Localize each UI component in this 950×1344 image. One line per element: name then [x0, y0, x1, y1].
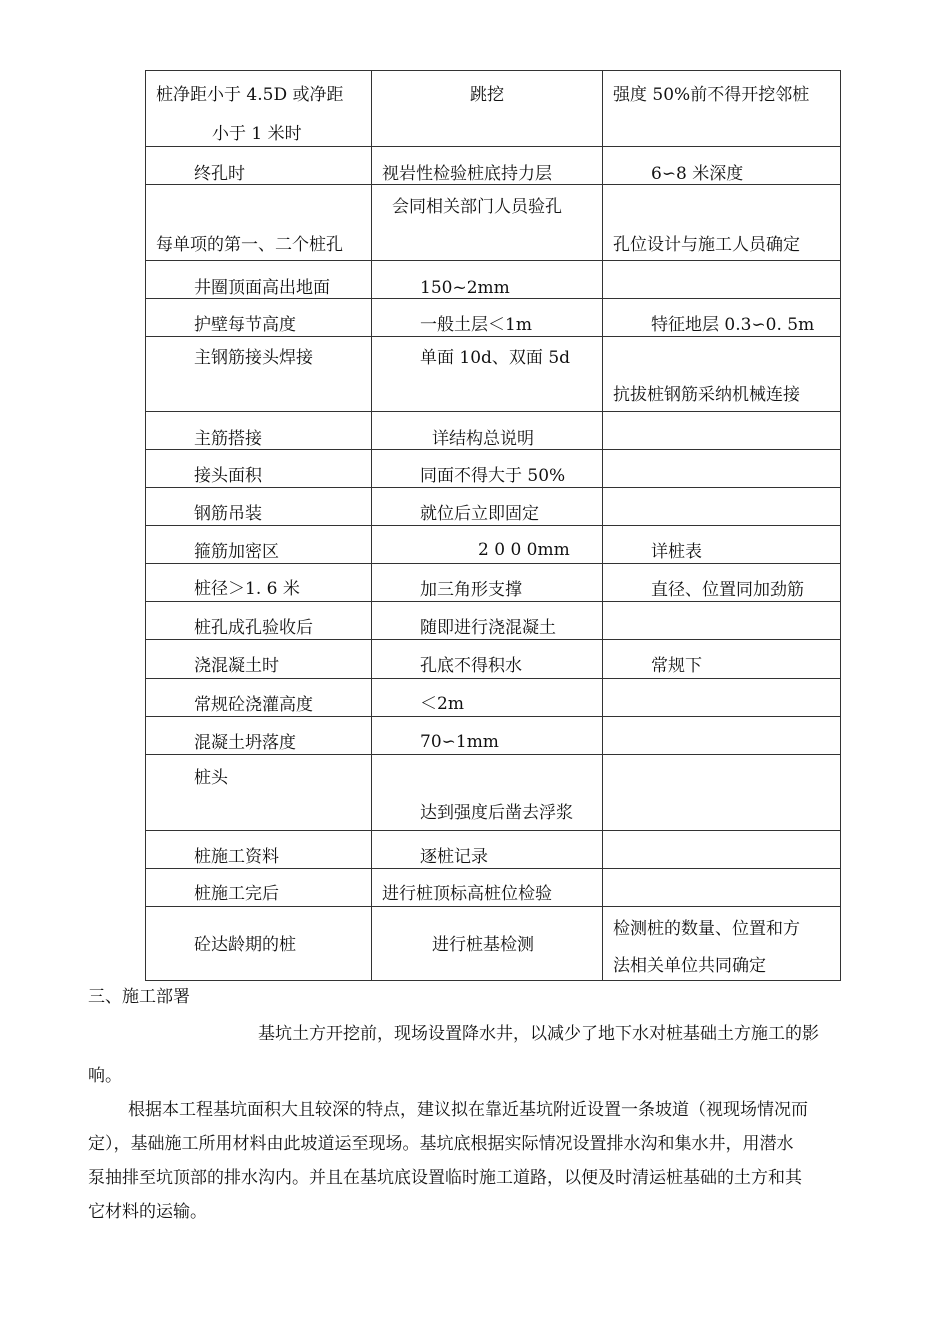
cell-text: 达到强度后凿去浮浆: [420, 803, 573, 823]
cell-text: 70∽1mm: [420, 732, 499, 752]
table-row: [146, 869, 841, 907]
table-cell: [372, 679, 603, 717]
table-cell: [603, 602, 841, 640]
table-cell: [146, 488, 372, 526]
table-cell: [146, 907, 372, 981]
table-cell: [146, 337, 372, 412]
cell-text: 特征地层 0.3∽0. 5m: [651, 315, 815, 335]
table-cell: [372, 526, 603, 564]
table-cell: [372, 412, 603, 450]
table-cell: [372, 488, 603, 526]
table-row: [146, 337, 841, 412]
cell-text: 同面不得大于 50%: [420, 466, 566, 486]
table-cell: [603, 831, 841, 869]
table-cell: [146, 869, 372, 907]
cell-text: 法相关单位共同确定: [613, 956, 766, 976]
paragraph-line: 定），基础施工所用材料由此坡道运至现场。基坑底根据实际情况设置排水沟和集水井，用潜水: [88, 1134, 794, 1154]
table-cell: [603, 717, 841, 755]
cell-text: 2 0 0 0mm: [478, 540, 570, 560]
table-cell: [603, 185, 841, 261]
table-cell: [603, 147, 841, 185]
table-row: [146, 412, 841, 450]
cell-text: 一般土层＜1m: [420, 315, 532, 335]
cell-text: 桩径＞1. 6 米: [194, 579, 300, 599]
cell-text: 主钢筋接头焊接: [194, 348, 313, 368]
cell-text: 就位后立即固定: [420, 504, 539, 524]
paragraph-line: 基坑土方开挖前，现场设置降水井，以减少了地下水对桩基础土方施工的影: [258, 1024, 819, 1044]
cell-text: 抗拔桩钢筋采纳机械连接: [613, 385, 800, 405]
cell-text: 桩净距小于 4.5D 或净距: [156, 85, 344, 105]
table-row: [146, 299, 841, 337]
cell-text: 视岩性检验桩底持力层: [382, 164, 552, 184]
table-cell: [146, 564, 372, 602]
table-cell: [372, 564, 603, 602]
table-cell: [146, 185, 372, 261]
table-cell: [146, 412, 372, 450]
cell-text: 单面 10d、双面 5d: [420, 348, 571, 368]
table-row: [146, 71, 841, 147]
table-cell: [372, 602, 603, 640]
cell-text: 每单项的第一、二个桩孔: [156, 235, 343, 255]
table-cell: [603, 755, 841, 831]
table-row: [146, 488, 841, 526]
cell-text: 桩孔成孔验收后: [194, 618, 313, 638]
table-cell: [603, 71, 841, 147]
cell-text: 150~2mm: [420, 278, 510, 298]
cell-text: 浇混凝土时: [194, 656, 279, 676]
paragraph-line: 泵抽排至坑顶部的排水沟内。并且在基坑底设置临时施工道路，以便及时清运桩基础的土方和其: [88, 1168, 802, 1188]
cell-text: ＜2m: [420, 694, 464, 714]
table-cell: [603, 640, 841, 679]
table-cell: [146, 71, 372, 147]
table-row: [146, 717, 841, 755]
table-cell: [146, 299, 372, 337]
pile-spec-table: [145, 70, 841, 981]
cell-text: 主筋搭接: [194, 429, 262, 449]
table-cell: [146, 450, 372, 488]
table-cell: [372, 831, 603, 869]
table-cell: [372, 147, 603, 185]
table-row: [146, 602, 841, 640]
table-cell: [146, 261, 372, 299]
table-cell: [146, 717, 372, 755]
cell-text: 直径、位置同加劲筋: [651, 580, 804, 600]
table-cell: [603, 261, 841, 299]
table-cell: [146, 602, 372, 640]
table-cell: [146, 147, 372, 185]
cell-text: 强度 50%前不得开挖邻桩: [613, 85, 810, 105]
table-row: [146, 564, 841, 602]
cell-text: 桩施工完后: [194, 884, 279, 904]
cell-text: 孔底不得积水: [420, 656, 522, 676]
cell-text: 箍筋加密区: [194, 542, 279, 562]
cell-text: 详结构总说明: [432, 429, 534, 449]
table-cell: [603, 299, 841, 337]
table-cell: [146, 526, 372, 564]
table-cell: [372, 717, 603, 755]
cell-text: 常规下: [651, 656, 702, 676]
cell-text: 进行桩顶标高桩位检验: [382, 884, 552, 904]
table-cell: [146, 679, 372, 717]
table-cell: [372, 907, 603, 981]
cell-text: 砼达龄期的桩: [194, 935, 296, 955]
cell-text: 井圈顶面高出地面: [194, 278, 330, 298]
cell-text: 常规砼浇灌高度: [194, 695, 313, 715]
cell-text: 孔位设计与施工人员确定: [613, 235, 800, 255]
cell-text: 护壁每节高度: [194, 315, 296, 335]
cell-text: 桩头: [194, 768, 228, 788]
cell-text: 终孔时: [194, 164, 245, 184]
cell-text: 会同相关部门人员验孔: [392, 197, 562, 217]
table-row: [146, 185, 841, 261]
table-cell: [603, 488, 841, 526]
table-row: [146, 755, 841, 831]
table-cell: [372, 261, 603, 299]
table-row: [146, 907, 841, 981]
table-cell: [372, 337, 603, 412]
table-cell: [603, 526, 841, 564]
table-cell: [603, 679, 841, 717]
table-cell: [372, 755, 603, 831]
table-cell: [372, 185, 603, 261]
cell-text: 详桩表: [651, 542, 702, 562]
table-row: [146, 450, 841, 488]
cell-text: 混凝土坍落度: [194, 733, 296, 753]
table-cell: [603, 869, 841, 907]
cell-text: 接头面积: [194, 466, 262, 486]
cell-text: 跳挖: [470, 85, 504, 105]
paragraph-line: 它材料的运输。: [88, 1202, 207, 1222]
table-cell: [603, 450, 841, 488]
table-cell: [372, 299, 603, 337]
table-cell: [603, 337, 841, 412]
paragraph-line: 响。: [88, 1066, 122, 1086]
table-cell: [146, 640, 372, 679]
table-row: [146, 679, 841, 717]
cell-text: 桩施工资料: [194, 847, 279, 867]
section-heading: 三、施工部署: [88, 987, 190, 1007]
table-row: [146, 831, 841, 869]
table-cell: [372, 450, 603, 488]
cell-text: 小于 1 米时: [212, 124, 302, 144]
cell-text: 随即进行浇混凝土: [420, 618, 556, 638]
table-cell: [372, 71, 603, 147]
cell-text: 进行桩基检测: [432, 935, 534, 955]
cell-text: 加三角形支撑: [420, 580, 522, 600]
paragraph-line: 根据本工程基坑面积大且较深的特点，建议拟在靠近基坑附近设置一条坡道（视现场情况而: [128, 1100, 808, 1120]
table-cell: [603, 412, 841, 450]
table-cell: [146, 755, 372, 831]
table-cell: [603, 564, 841, 602]
table-cell: [372, 869, 603, 907]
table-row: [146, 526, 841, 564]
table-cell: [146, 831, 372, 869]
table-row: [146, 147, 841, 185]
cell-text: 逐桩记录: [420, 847, 488, 867]
table-cell: [603, 907, 841, 981]
table-row: [146, 261, 841, 299]
table-cell: [372, 640, 603, 679]
cell-text: 6∽8 米深度: [651, 164, 744, 184]
cell-text: 检测桩的数量、位置和方: [613, 919, 800, 939]
table-row: [146, 640, 841, 679]
cell-text: 钢筋吊装: [194, 504, 262, 524]
